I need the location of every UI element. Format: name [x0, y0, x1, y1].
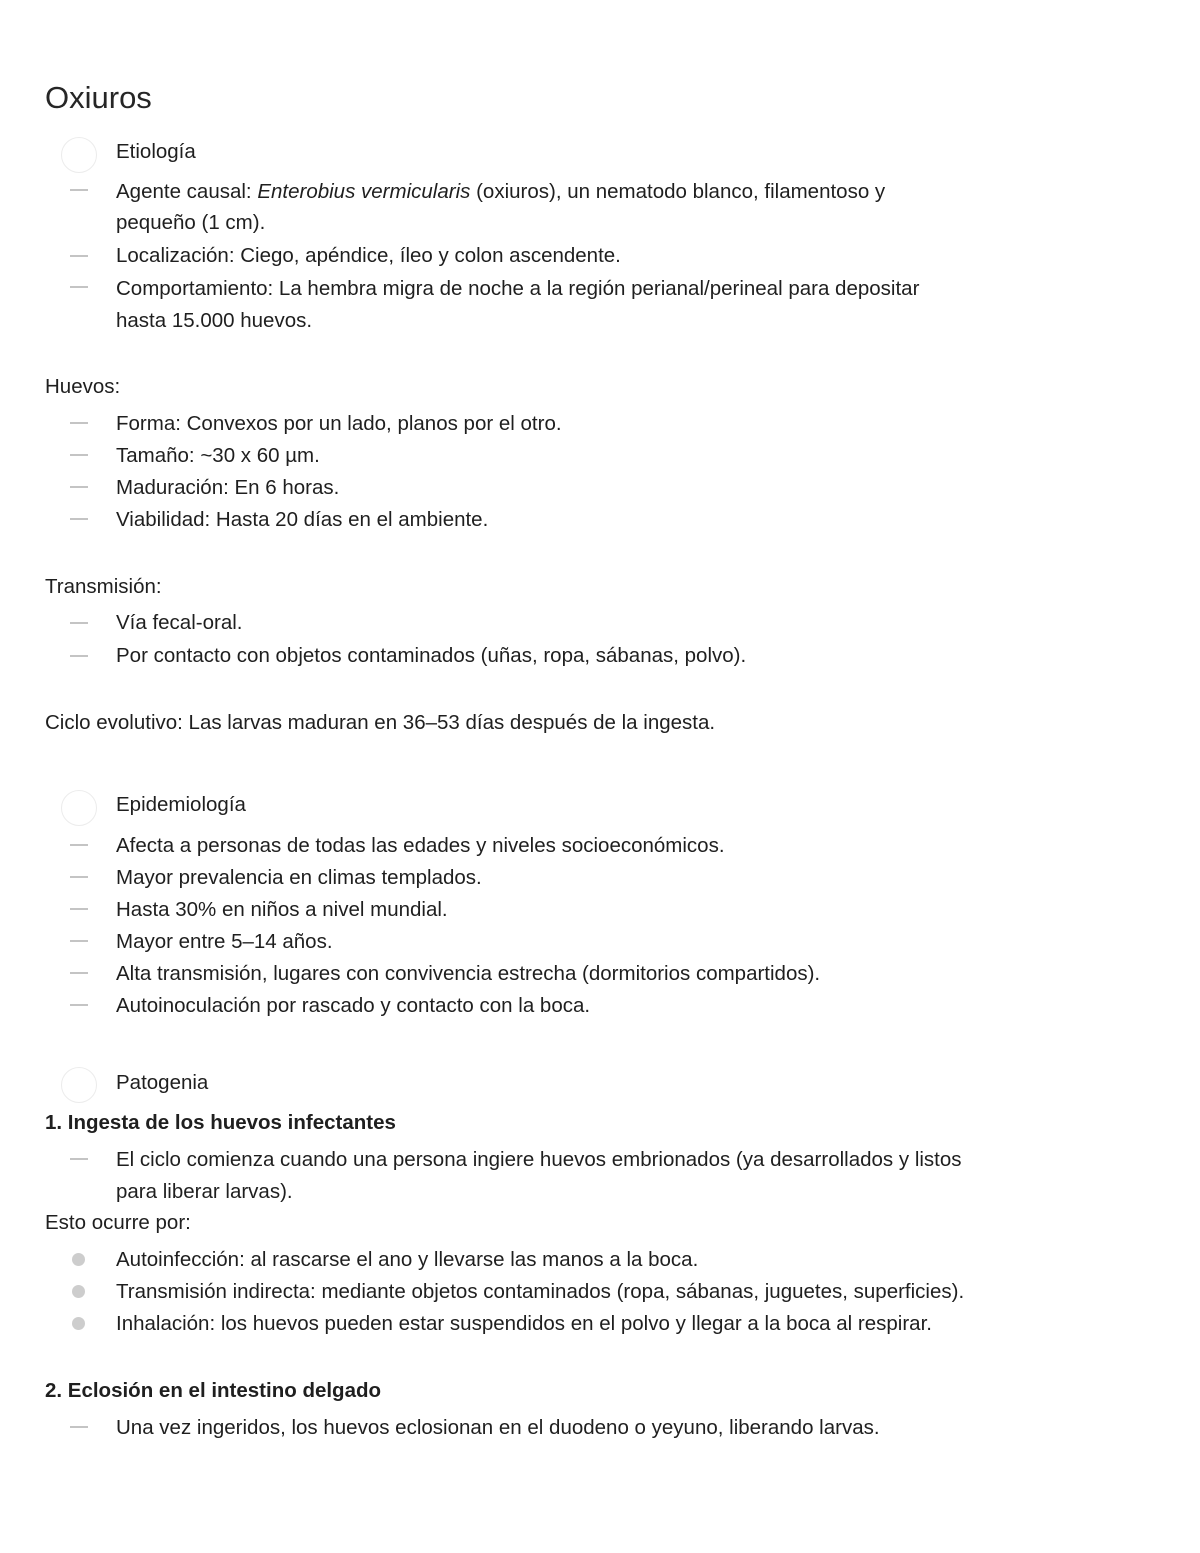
dash-bullet-icon	[70, 622, 88, 624]
dash-bullet-icon	[70, 972, 88, 974]
dot-bullet-icon	[72, 1253, 85, 1266]
list-item-continuation: hasta 15.000 huevos.	[116, 309, 313, 332]
section-heading-etiologia: Etiología	[116, 140, 196, 163]
bullet-item: Autoinfección: al rascarse el ano y llevarse las manos a la boca.	[116, 1248, 699, 1271]
numbered-heading-step-1: 1. Ingesta de los huevos infectantes	[45, 1111, 396, 1134]
section-heading-patogenia: Patogenia	[116, 1071, 209, 1094]
dash-bullet-icon	[70, 1426, 88, 1428]
section-toggle-circle-icon[interactable]	[61, 790, 97, 826]
dash-bullet-icon	[70, 518, 88, 520]
list-item: Alta transmisión, lugares con convivencia estrecha (dormitorios compartidos).	[116, 962, 821, 985]
list-item: Una vez ingeridos, los huevos eclosionan en el duodeno o yeyuno, liberando larvas.	[116, 1416, 880, 1439]
page-title: Oxiuros	[45, 80, 152, 115]
dash-bullet-icon	[70, 486, 88, 488]
list-item: Maduración: En 6 horas.	[116, 476, 340, 499]
list-item-continuation: pequeño (1 cm).	[116, 211, 266, 234]
list-item-agente-causal: Agente causal: Enterobius vermicularis (oxiuros), un nematodo blanco, filamentoso y	[116, 180, 886, 203]
dash-bullet-icon	[70, 255, 88, 257]
paragraph-esto-ocurre-por: Esto ocurre por:	[45, 1211, 191, 1234]
subsection-label-huevos: Huevos:	[45, 375, 121, 398]
list-item: Hasta 30% en niños a nivel mundial.	[116, 898, 448, 921]
dot-bullet-icon	[72, 1317, 85, 1330]
list-item-continuation: para liberar larvas).	[116, 1180, 293, 1203]
list-item: Por contacto con objetos contaminados (uñas, ropa, sábanas, polvo).	[116, 644, 747, 667]
section-toggle-circle-icon[interactable]	[61, 1067, 97, 1103]
list-item: Forma: Convexos por un lado, planos por el otro.	[116, 412, 562, 435]
dash-bullet-icon	[70, 286, 88, 288]
bullet-item: Transmisión indirecta: mediante objetos contaminados (ropa, sábanas, juguetes, superficies).	[116, 1280, 965, 1303]
dash-bullet-icon	[70, 454, 88, 456]
numbered-heading-step-2: 2. Eclosión en el intestino delgado	[45, 1379, 382, 1402]
list-item: Comportamiento: La hembra migra de noche a la región perianal/perineal para depositar	[116, 277, 920, 300]
dash-bullet-icon	[70, 1004, 88, 1006]
list-item: Viabilidad: Hasta 20 días en el ambiente.	[116, 508, 489, 531]
dash-bullet-icon	[70, 655, 88, 657]
dash-bullet-icon	[70, 1158, 88, 1160]
list-item: Vía fecal-oral.	[116, 611, 243, 634]
dash-bullet-icon	[70, 908, 88, 910]
dash-bullet-icon	[70, 844, 88, 846]
bullet-item: Inhalación: los huevos pueden estar suspendidos en el polvo y llegar a la boca al respirar.	[116, 1312, 932, 1335]
list-item: Mayor entre 5–14 años.	[116, 930, 333, 953]
paragraph-ciclo-evolutivo: Ciclo evolutivo: Las larvas maduran en 36–53 días después de la ingesta.	[45, 711, 716, 734]
dash-bullet-icon	[70, 422, 88, 424]
list-item: Mayor prevalencia en climas templados.	[116, 866, 482, 889]
list-item: Localización: Ciego, apéndice, íleo y colon ascendente.	[116, 244, 621, 267]
list-item: Afecta a personas de todas las edades y niveles socioeconómicos.	[116, 834, 725, 857]
subsection-label-transmision: Transmisión:	[45, 575, 162, 598]
list-item: Tamaño: ~30 x 60 µm.	[116, 444, 320, 467]
dash-bullet-icon	[70, 876, 88, 878]
dash-bullet-icon	[70, 189, 88, 191]
list-item: El ciclo comienza cuando una persona ingiere huevos embrionados (ya desarrollados y listos	[116, 1148, 962, 1171]
section-toggle-circle-icon[interactable]	[61, 137, 97, 173]
section-heading-epidemiologia: Epidemiología	[116, 793, 246, 816]
dash-bullet-icon	[70, 940, 88, 942]
dot-bullet-icon	[72, 1285, 85, 1298]
list-item: Autoinoculación por rascado y contacto con la boca.	[116, 994, 591, 1017]
